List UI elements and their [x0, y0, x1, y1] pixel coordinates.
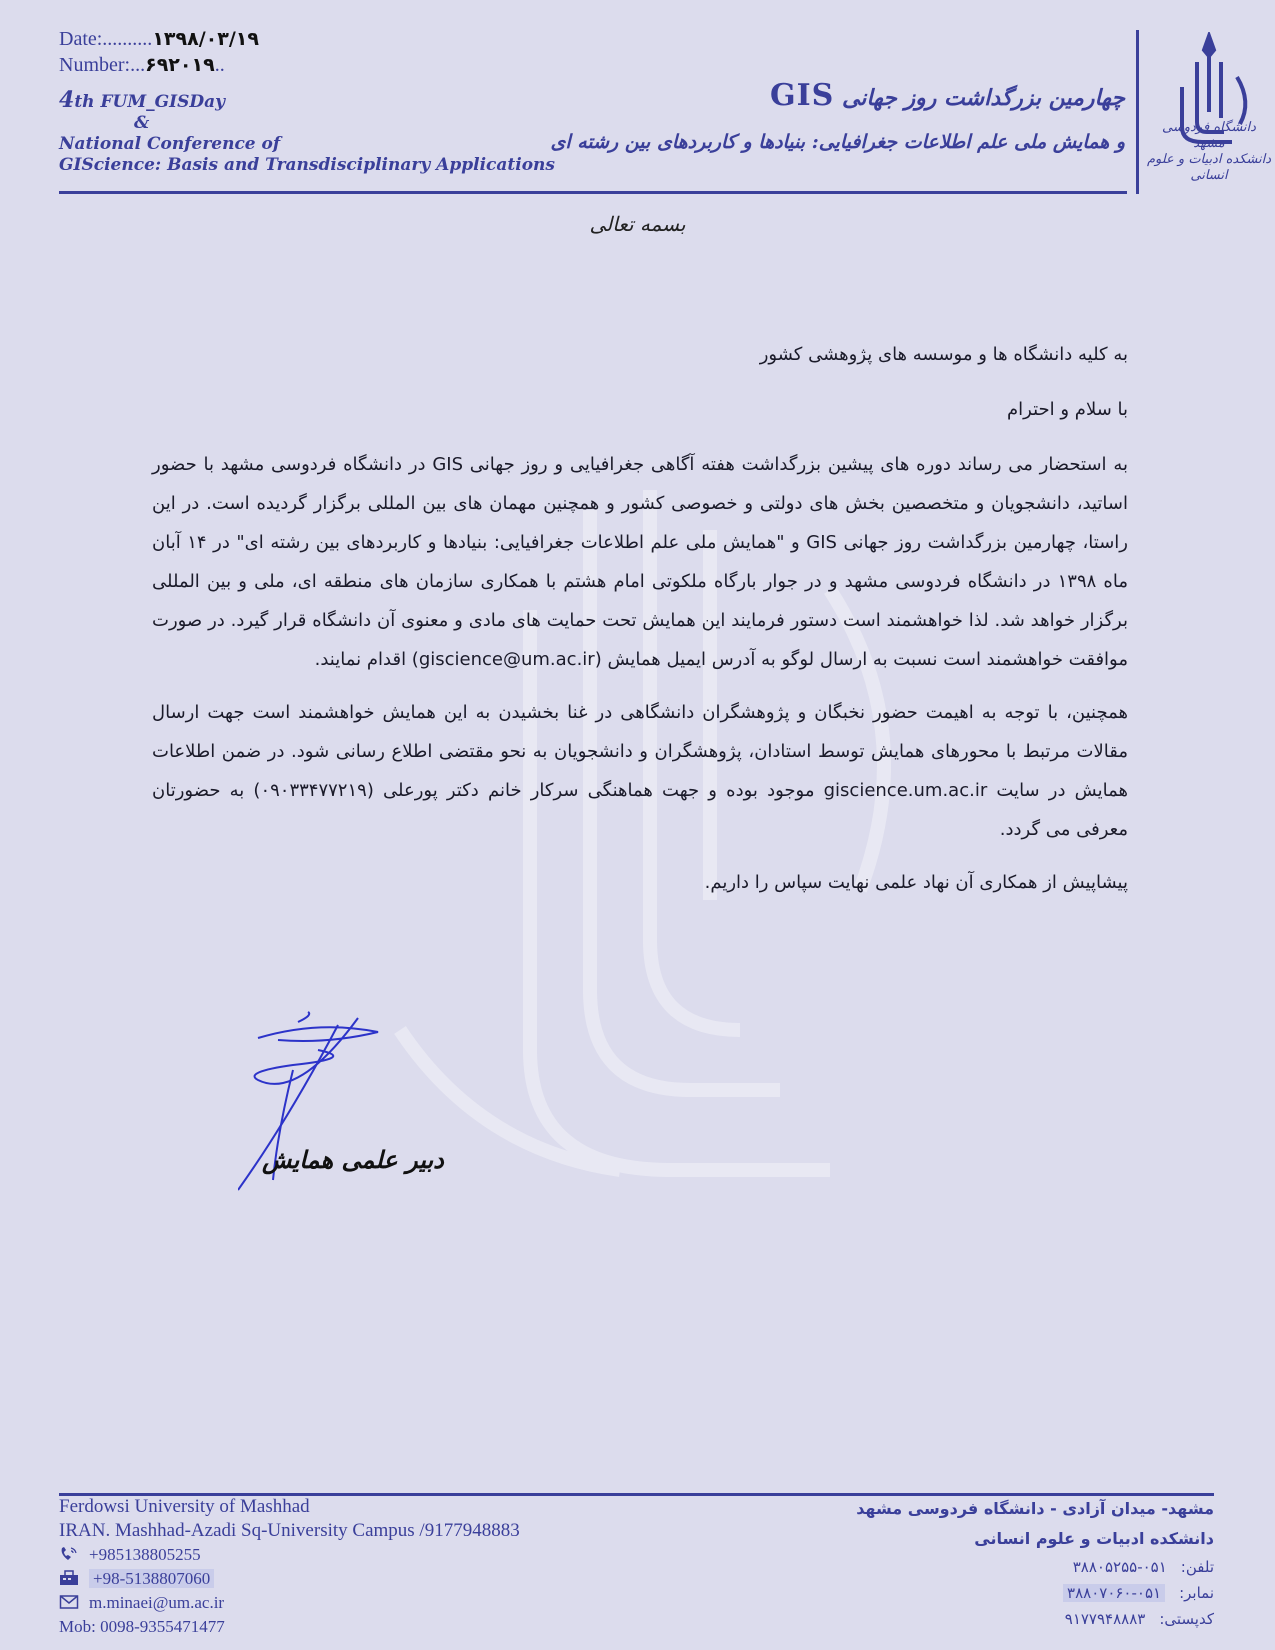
footer-fa-postal-label: کدپستی: — [1159, 1610, 1214, 1628]
fax-icon — [59, 1570, 79, 1586]
footer-fa-address: مشهد- میدان آزادی - دانشگاه فردوسی مشهد — [856, 1499, 1214, 1518]
footer-fa-phone-row — [856, 1554, 1214, 1580]
number-value: ۶۹۲۰۱۹ — [145, 54, 215, 76]
logo-text-faculty: دانشکده ادبیات و علوم انسانی — [1146, 152, 1272, 183]
footer-fa-phone-value: ۰۵۱-۳۸۸۰۵۲۵۵ — [1072, 1558, 1167, 1576]
number-suffix: .. — [214, 54, 225, 76]
conf-fa-gis: GIS — [769, 78, 835, 113]
paragraph-1: به استحضار می رساند دوره های پیشین بزرگداشت هفته آگاهی جغرافیایی و روز جهانی GIS در دانشگاه فردوسی مشهد با حضور اساتید، دانشجویان و متخصصین بخش های دولتی و خصوصی کشور و همچنین مهمان های بین المللی برگزار گردیده است. در این راستا، چهارمین بزرگداشت روز جهانی GIS و "همایش ملی علم اطلاعات جغرافیایی: بنیادها و کاربردهای بین رشته ای" در ۱۴ آبان ماه ۱۳۹۸ در دانشگاه فردوسی مشهد و در جوار بارگاه ملکوتی امام هشتم با همکاری سازمان های منطقه ای، ملی و بین المللی برگزار خواهد شد. لذا خواهشمند است دستور فرمایند این همایش تحت حمایت های مادی و معنوی آن دانشگاه قرار گیرد. در صورت موافقت خواهشمند است نسبت به ارسال لوگو به آدرس ایمیل همایش (giscience@um.ac.ir) اقدام نمایند. — [152, 454, 1128, 670]
header-divider-vertical — [1136, 30, 1139, 194]
date-number-block — [59, 26, 259, 78]
logo-text-university: دانشگاه فردوسی مشهد — [1162, 120, 1256, 151]
number-line — [59, 52, 259, 78]
footer-email-row — [59, 1591, 520, 1615]
date-label: Date:.......... — [59, 28, 153, 50]
footer-fa-faculty: دانشکده ادبیات و علوم انسانی — [974, 1529, 1214, 1548]
greeting-line: با سلام و احترام — [1007, 399, 1128, 420]
footer-fax: +98-5138807060 — [89, 1569, 214, 1588]
footer-fa-phone-label: تلفن: — [1180, 1558, 1214, 1576]
footer-university: Ferdowsi University of Mashhad — [59, 1496, 310, 1517]
conference-title-english — [59, 87, 555, 176]
conf-fa-line1: چهارمین بزرگداشت روز جهانی — [841, 85, 1125, 111]
footer-mobile: Mob: 0098-9355471477 — [59, 1617, 225, 1636]
header-divider — [59, 191, 1127, 194]
number-label: Number:... — [59, 54, 146, 76]
conf-en-number: 4 — [59, 87, 75, 113]
addressee-line: به کلیه دانشگاه ها و موسسه های پژوهشی کشور — [759, 344, 1128, 365]
signature-title: دبیر علمی همایش — [262, 1145, 444, 1174]
footer-phone: +985138805255 — [89, 1545, 201, 1564]
footer-address: IRAN. Mashhad-Azadi Sq-University Campus /9177948883 — [59, 1520, 520, 1541]
conf-en-line1: th FUM_GISDay — [74, 92, 226, 112]
footer-email: m.minaei@um.ac.ir — [89, 1593, 225, 1612]
phone-icon — [59, 1546, 79, 1562]
paragraph-2: همچنین، با توجه به اهیمت حضور نخبگان و پژوهشگران دانشگاهی در غنا بخشیدن به این همایش خواهشمند است جهت ارسال مقالات مرتبط با محورهای همایش توسط استادان، پژوهشگران و دانشجویان به نحو مقتضی اطلاع رسانی شود. در ضمن اطلاعات همایش در سایت giscience.um.ac.ir موجود بوده و جهت هماهنگی سرکار خانم دکتر پورعلی (۰۹۰۳۳۴۷۷۲۱۹) به حضورتان معرفی می گردد. — [152, 702, 1128, 840]
university-logo-text — [1145, 120, 1273, 184]
email-icon — [59, 1594, 79, 1610]
letter-body — [152, 335, 1128, 916]
footer-fa-fax-label: نمابر: — [1179, 1584, 1214, 1602]
footer-english — [59, 1495, 520, 1639]
footer-persian — [856, 1494, 1214, 1632]
date-line — [59, 26, 259, 52]
footer-fa-postal-row — [856, 1606, 1214, 1632]
date-value: ۱۳۹۸/۰۳/۱۹ — [152, 28, 259, 50]
footer-fa-fax-row — [856, 1580, 1214, 1606]
bismillah-heading: بسمه تعالی — [589, 212, 686, 236]
conf-fa-line2: و همایش ملی علم اطلاعات جغرافیایی: بنیادها و کاربردهای بین رشته ای — [550, 131, 1125, 153]
footer-fa-fax-value: ۰۵۱-۳۸۸۰۷۰۶۰ — [1063, 1584, 1165, 1602]
conf-en-line2: National Conference of — [59, 134, 281, 154]
footer-phone-row — [59, 1543, 520, 1567]
conf-en-ampersand: & — [134, 113, 150, 133]
conf-en-line3: GIScience: Basis and Transdisciplinary Applications — [59, 155, 555, 175]
footer-fax-row — [59, 1567, 520, 1591]
closing-line: پیشاپیش از همکاری آن نهاد علمی نهایت سپاس را داریم. — [704, 872, 1128, 893]
footer-fa-postal-value: ۹۱۷۷۹۴۸۸۸۳ — [1064, 1610, 1146, 1628]
conference-title-persian — [550, 78, 1125, 153]
